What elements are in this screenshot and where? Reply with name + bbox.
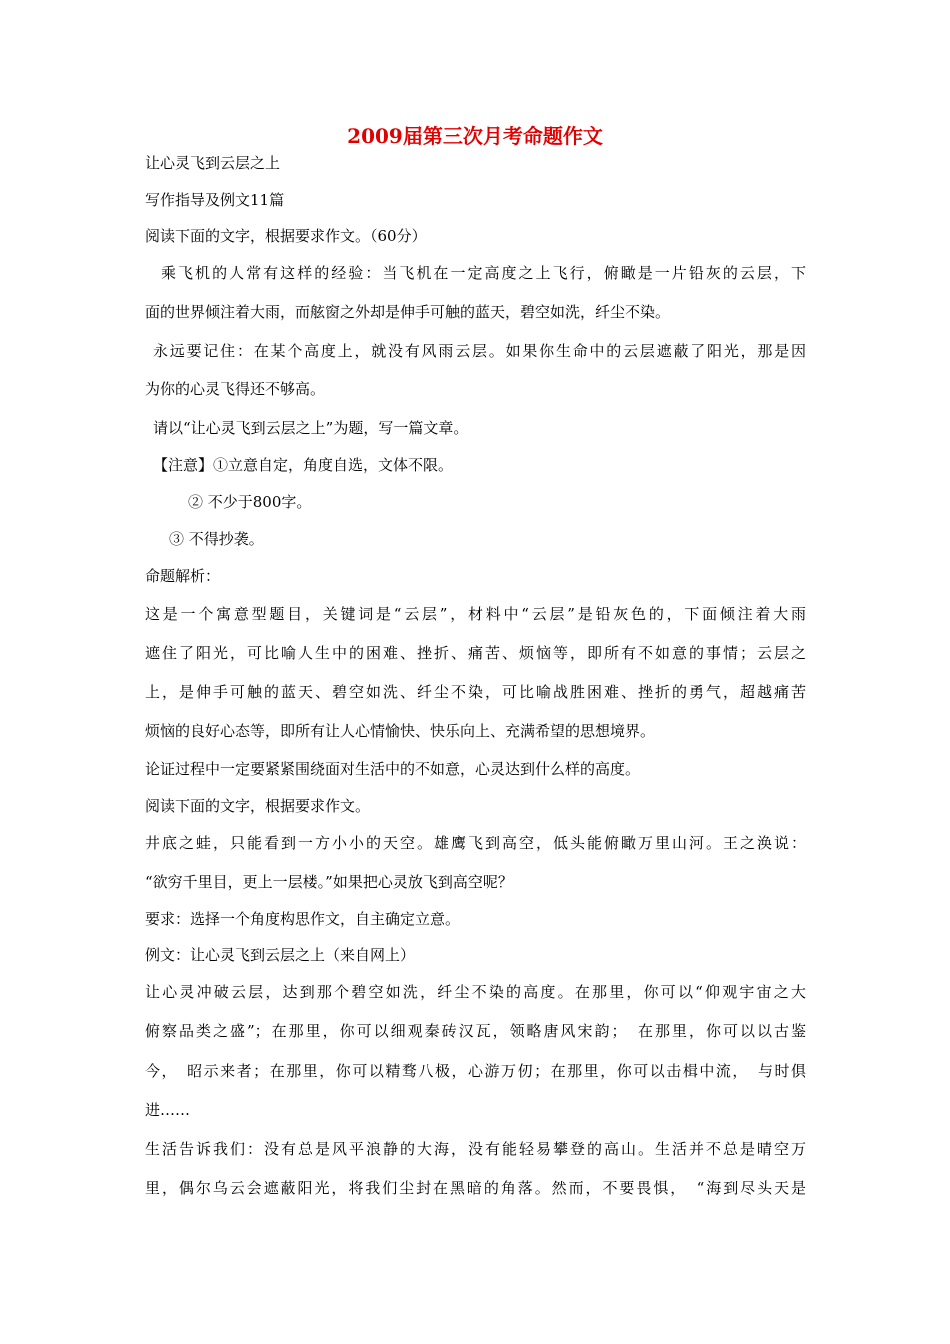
paragraph-line: 请以“让心灵飞到云层之上”为题，写一篇文章。 [153,419,469,437]
paragraph-line: 要求：选择一个角度构思作文，自主确定立意。 [145,910,461,928]
paragraph-line: 阅读下面的文字，根据要求作文。（60分） [145,227,427,245]
paragraph-line: 这是一个寓意型题目，关键词是“云层”，材料中“云层”是铅灰色的，下面倾注着大雨 [145,605,806,623]
paragraph-line: 井底之蛙，只能看到一方小小的天空。雄鹰飞到高空，低头能俯瞰万里山河。王之涣说： [145,834,806,852]
paragraph-line: 烦恼的良好心态等，即所有让人心情愉快、快乐向上、充满希望的思想境界。 [145,722,656,740]
note-line: ② 不少于800字。 [188,493,312,511]
document-title: 2009届第三次月考命题作文 [347,124,603,148]
paragraph-line: “欲穷千里目，更上一层楼。”如果把心灵放飞到高空呢？ [145,873,513,891]
essay-heading: 例文：让心灵飞到云层之上（来自网上） [145,946,416,964]
section-heading: 命题解析： [145,567,221,585]
paragraph-line: 乘飞机的人常有这样的经验：当飞机在一定高度之上飞行，俯瞰是一片铅灰的云层，下 [161,264,806,282]
note-line: 【注意】①立意自定，角度自选，文体不限。 [153,456,454,474]
paragraph-line: 让心灵冲破云层，达到那个碧空如洗，纤尘不染的高度。在那里，你可以“仰观宇宙之大 [145,983,806,1001]
paragraph-line: 为你的心灵飞得还不够高。 [145,380,326,398]
subtitle-line: 让心灵飞到云层之上 [145,154,281,172]
paragraph-line: 进…… [145,1101,191,1119]
paragraph-line: 面的世界倾注着大雨，而舷窗之外却是伸手可触的蓝天，碧空如洗，纤尘不染。 [145,303,671,321]
paragraph-line: 遮住了阳光，可比喻人生中的困难、挫折、痛苦、烦恼等，即所有不如意的事情；云层之 [145,644,806,662]
paragraph-line: 阅读下面的文字，根据要求作文。 [145,797,371,815]
subtitle-line: 写作指导及例文11篇 [145,191,285,209]
paragraph-line: 论证过程中一定要紧紧围绕面对生活中的不如意，心灵达到什么样的高度。 [145,760,641,778]
paragraph-line: 里，偶尔乌云会遮蔽阳光，将我们尘封在黑暗的角落。然而，不要畏惧， “海到尽头天是 [145,1179,806,1197]
note-line: ③ 不得抄袭。 [169,530,264,548]
paragraph-line: 今， 昭示来者；在那里，你可以精骛八极，心游万仞；在那里，你可以击楫中流， 与时俱 [145,1062,806,1080]
paragraph-line: 生活告诉我们：没有总是风平浪静的大海，没有能轻易攀登的高山。生活并不总是晴空万 [145,1140,806,1158]
paragraph-line: 俯察品类之盛”；在那里，你可以细观秦砖汉瓦，领略唐风宋韵； 在那里，你可以以古鉴 [145,1022,806,1040]
paragraph-line: 上，是伸手可触的蓝天、碧空如洗、纤尘不染，可比喻战胜困难、挫折的勇气，超越痛苦 [145,683,806,701]
paragraph-line: 永远要记住：在某个高度上，就没有风雨云层。如果你生命中的云层遮蔽了阳光，那是因 [153,342,806,360]
